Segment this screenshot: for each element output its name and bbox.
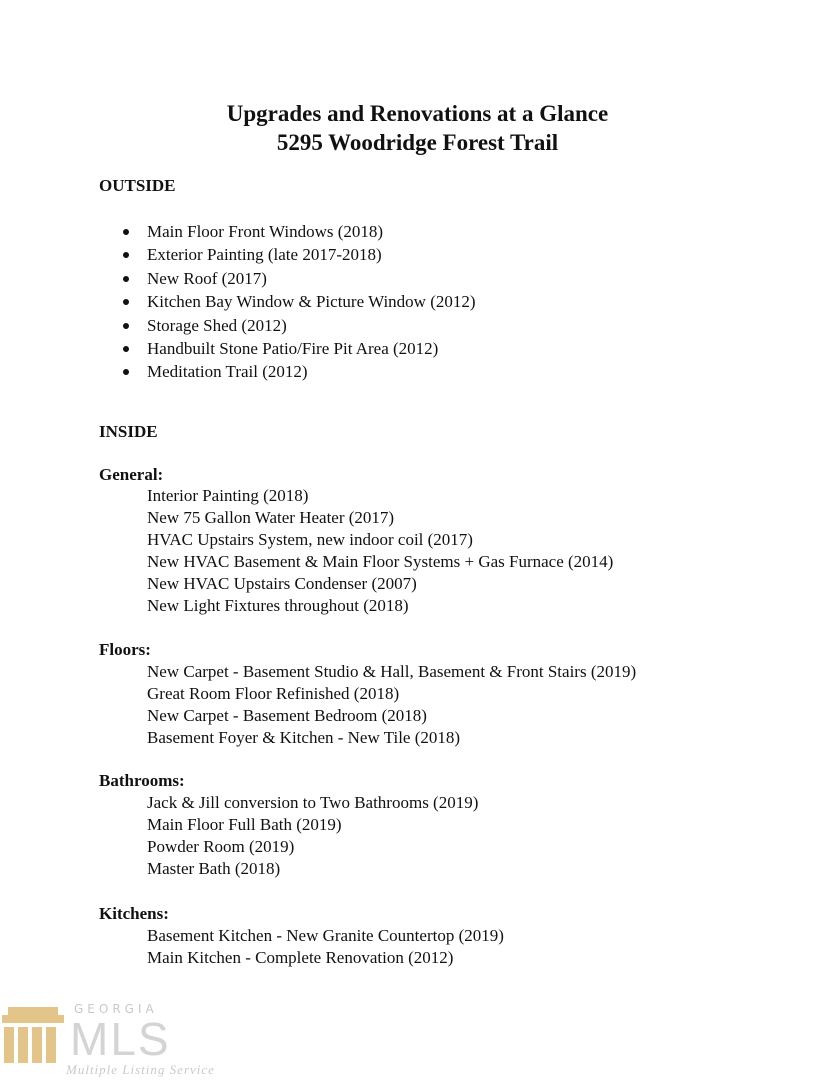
list-item: New HVAC Upstairs Condenser (2007) — [147, 574, 417, 593]
list-item: Jack & Jill conversion to Two Bathrooms (2019) — [147, 793, 479, 812]
logo-bar — [8, 1007, 58, 1015]
list-item: New Light Fixtures throughout (2018) — [147, 596, 409, 615]
bullet-icon — [123, 276, 129, 282]
logo-column — [4, 1027, 14, 1063]
outside-heading: OUTSIDE — [99, 176, 176, 195]
list-item: Basement Kitchen - New Granite Countertop (2019) — [147, 926, 504, 945]
list-item: HVAC Upstairs System, new indoor coil (2017) — [147, 530, 473, 549]
logo-column — [18, 1027, 28, 1063]
list-item: Handbuilt Stone Patio/Fire Pit Area (2012) — [99, 337, 476, 360]
list-item: Interior Painting (2018) — [147, 486, 309, 505]
floors-label: Floors: — [99, 640, 151, 659]
floors-list — [147, 661, 636, 749]
logo-main-text: MLS — [70, 1013, 171, 1065]
list-item: Main Floor Front Windows (2018) — [99, 220, 476, 243]
logo-column — [32, 1027, 42, 1063]
logo-sub-text: Multiple Listing Service — [66, 1062, 215, 1077]
list-item: New Roof (2017) — [99, 267, 476, 290]
bullet-icon — [123, 369, 129, 375]
list-item: Meditation Trail (2012) — [99, 360, 476, 383]
property-address: 5295 Woodridge Forest Trail — [276, 130, 559, 155]
list-item: Basement Foyer & Kitchen - New Tile (2018) — [147, 728, 461, 747]
list-item: Great Room Floor Refinished (2018) — [147, 684, 400, 703]
general-list — [147, 485, 613, 617]
bullet-icon — [123, 229, 129, 235]
list-item: New HVAC Basement & Main Floor Systems + Gas Furnace (2014) — [147, 552, 614, 571]
kitchens-label: Kitchens: — [99, 904, 169, 923]
bathrooms-label: Bathrooms: — [99, 771, 185, 790]
bullet-icon — [123, 299, 129, 305]
bullet-icon — [123, 323, 129, 329]
list-item: Main Kitchen - Complete Renovation (2012) — [147, 948, 454, 967]
general-label: General: — [99, 465, 164, 484]
list-item: Master Bath (2018) — [147, 859, 281, 878]
list-item: Kitchen Bay Window & Picture Window (2012) — [99, 290, 476, 313]
list-item: New Carpet - Basement Studio & Hall, Basement & Front Stairs (2019) — [147, 662, 637, 681]
inside-heading: INSIDE — [99, 422, 158, 441]
list-item: Powder Room (2019) — [147, 837, 295, 856]
list-item: New 75 Gallon Water Heater (2017) — [147, 508, 395, 527]
list-item: Exterior Painting (late 2017-2018) — [99, 243, 476, 266]
kitchens-list — [147, 925, 504, 969]
list-item: New Carpet - Basement Bedroom (2018) — [147, 706, 427, 725]
bullet-icon — [123, 252, 129, 258]
logo-column — [46, 1027, 56, 1063]
bullet-icon — [123, 346, 129, 352]
outside-list — [99, 220, 476, 384]
bathrooms-list — [147, 792, 478, 880]
logo-top-text: GEORGIA — [74, 1002, 158, 1016]
document-title: Upgrades and Renovations at a Glance — [226, 101, 609, 126]
list-item: Storage Shed (2012) — [99, 314, 476, 337]
list-item: Main Floor Full Bath (2019) — [147, 815, 342, 834]
logo-bar — [2, 1015, 64, 1023]
